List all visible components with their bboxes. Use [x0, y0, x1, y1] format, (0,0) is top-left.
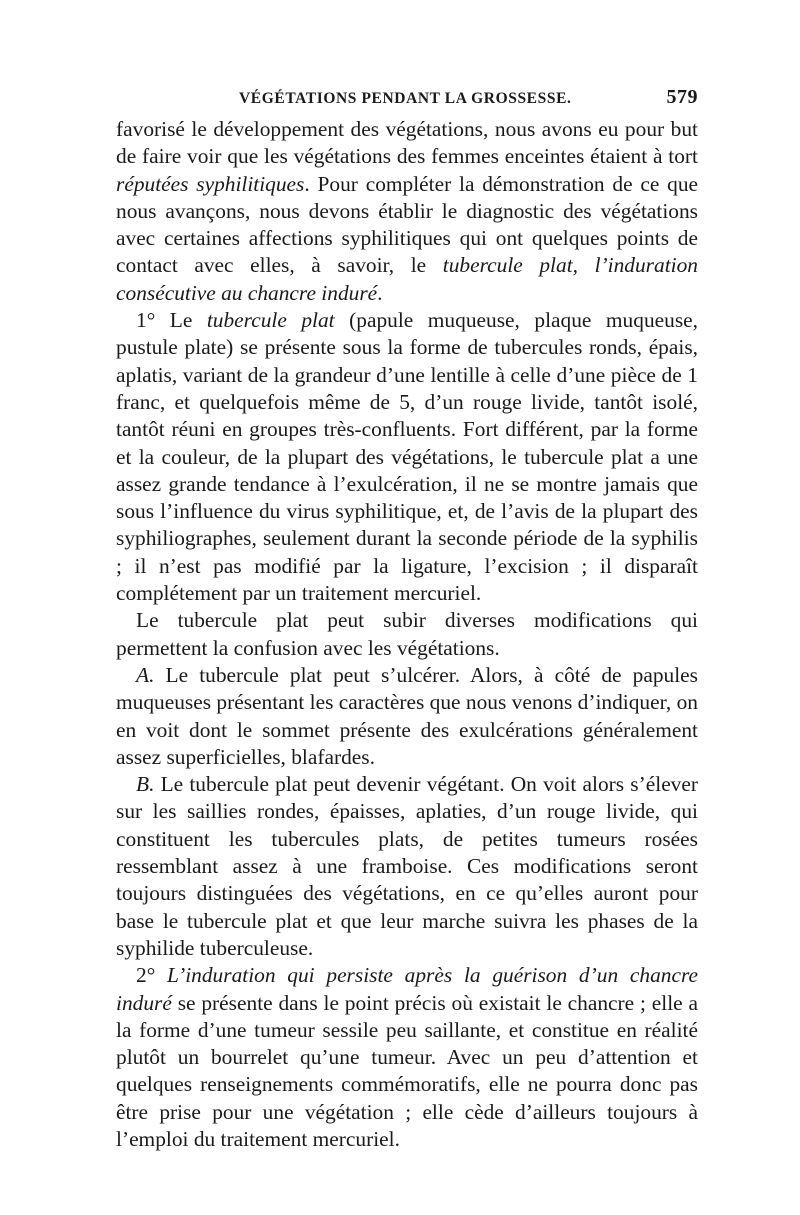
text-run: 1° Le [136, 308, 207, 333]
paragraph [116, 116, 698, 307]
text-run: . Pour compléter la démonstration de ce que nous avançons, nous devons établir le diagnostic des végétations avec certaines affections syphilitiques qui ont quelques points de contact avec elles, à savoir, le [116, 171, 699, 278]
running-header [116, 82, 698, 116]
paragraph [116, 662, 698, 771]
paragraph [116, 962, 698, 1153]
paragraph [116, 771, 698, 962]
text-run: se présente dans le point précis où existait le chancre ; elle a la forme d’une tumeur sessile peu saillante, et constitue en réalité plutôt un bourrelet qu’une tumeur. Avec un peu d’attention et quelques renseignements commémoratifs, elle ne pourra donc pas être prise pour une végétation ; elle cède d’ailleurs toujours à l’emploi du traitement mercuriel. [116, 990, 698, 1151]
page-number: 579 [666, 86, 698, 108]
italic-text: tubercule plat, l’induration consécutive au chancre induré [116, 253, 698, 305]
italic-text: B. [136, 772, 155, 797]
text-run: Le tubercule plat peut subir diverses modifications qui permettent la confusion avec les végétations. [116, 608, 698, 660]
text-run: favorisé le développement des végétations, nous avons eu pour but de faire voir que les végétations des femmes enceintes étaient à tort [116, 117, 698, 169]
italic-text: L’induration qui persiste après la guérison d’un chancre induré [116, 963, 698, 1015]
paragraph [116, 307, 698, 607]
italic-text: réputées syphilitiques [116, 171, 305, 196]
text-run: Le tubercule plat peut s’ulcérer. Alors, à côté de papules muqueuses présentant les caractères que nous venons d’indiquer, on en voit dont le sommet présente des exulcérations généralement assez superficielles, blafardes. [116, 662, 698, 769]
italic-text: tubercule plat [206, 308, 335, 333]
body-text [116, 116, 698, 1153]
text-run: 2° [136, 963, 167, 988]
text-run: . [377, 280, 383, 305]
text-run: (papule muqueuse, plaque muqueuse, pustule plate) se présente sous la forme de tubercules ronds, épais, aplatis, variant de la grandeur d’une lentille à celle d’une pièce de 1 franc, et quelquefois même de 5, d’un rouge livide, tantôt isolé, tantôt réuni en groupes très-confluents. Fort différent, par la forme et la couleur, de la plupart des végétations, le tubercule plat a une assez grande tendance à l’exulcération, il ne se montre jamais que sous l’influence du virus syphilitique, et, de l’avis de la plupart des syphiliographes, seulement durant la seconde période de la syphilis ; il n’est pas modifié par la ligature, l’excision ; il disparaît complétement par un traitement mercuriel. [116, 308, 698, 606]
text-run: Le tubercule plat peut devenir végétant. On voit alors s’élever sur les saillies rondes, épaisses, aplaties, d’un rouge livide, qui constituent les tubercules plats, de petites tumeurs rosées ressemblant assez à une framboise. Ces modifications seront toujours distinguées des végétations, en ce qu’elles auront pour base le tubercule plat et que leur marche suivra les phases de la syphilide tuberculeuse. [116, 772, 698, 960]
running-title: VÉGÉTATIONS PENDANT LA GROSSESSE. [239, 90, 572, 107]
paragraph [116, 607, 698, 662]
italic-text: A. [136, 662, 155, 687]
